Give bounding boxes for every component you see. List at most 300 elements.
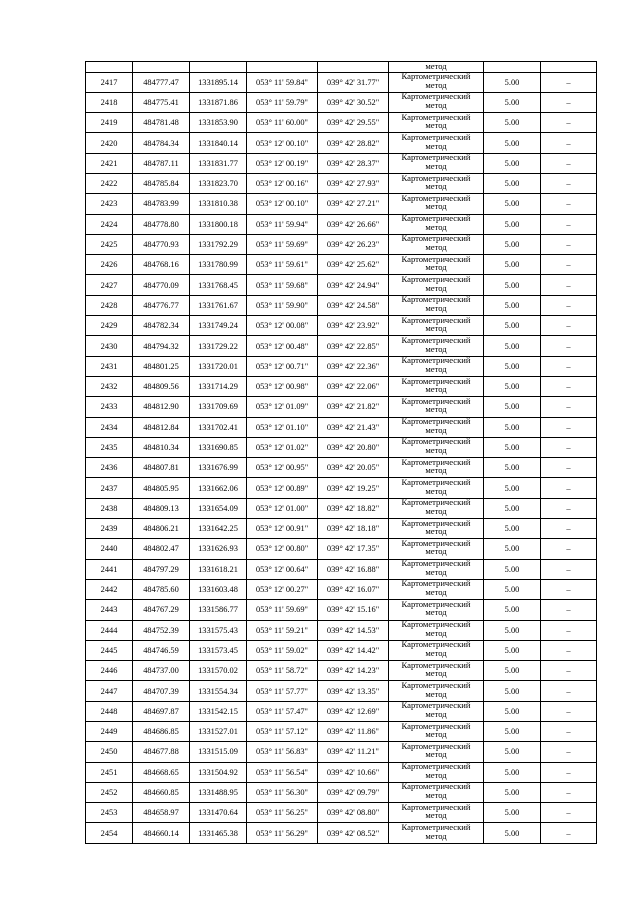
method-line-1: Картометрический (401, 762, 471, 772)
note-cell: – (541, 803, 597, 823)
header-cell (133, 62, 190, 73)
table-row (86, 376, 597, 396)
note-cell: – (541, 234, 597, 254)
x-coordinate-cell: 484794.32 (133, 336, 190, 356)
method-cell (389, 133, 484, 153)
note-cell: – (541, 823, 597, 843)
method-line-2: метод (425, 262, 447, 273)
method-line-2: метод (425, 79, 447, 90)
x-coordinate-cell: 484746.59 (133, 640, 190, 660)
method-line-1: Картометрический (401, 782, 471, 792)
y-coordinate-cell: 1331504.92 (190, 762, 247, 782)
point-number-cell: 2427 (86, 275, 133, 295)
accuracy-cell: 5.00 (484, 295, 541, 315)
longitude-cell: 039° 42' 22.06" (318, 376, 389, 396)
table-row (86, 275, 597, 295)
latitude-cell: 053° 12' 00.98" (247, 376, 318, 396)
point-number-cell: 2432 (86, 376, 133, 396)
note-cell: – (541, 194, 597, 214)
note-cell: – (541, 92, 597, 112)
method-line-1: Картометрический (401, 498, 471, 508)
longitude-cell: 039° 42' 21.43" (318, 417, 389, 437)
longitude-cell: 039° 42' 27.21" (318, 194, 389, 214)
method-line-1: Картометрический (401, 356, 471, 366)
method-cell (389, 458, 484, 478)
accuracy-cell: 5.00 (484, 336, 541, 356)
point-number-cell: 2445 (86, 640, 133, 660)
header-cell (190, 62, 247, 73)
accuracy-cell: 5.00 (484, 762, 541, 782)
longitude-cell: 039° 42' 10.66" (318, 762, 389, 782)
method-line-2: метод (425, 181, 447, 192)
x-coordinate-cell: 484809.13 (133, 498, 190, 518)
y-coordinate-cell: 1331690.85 (190, 437, 247, 457)
latitude-cell: 053° 11' 56.29" (247, 823, 318, 843)
latitude-cell: 053° 11' 59.94" (247, 214, 318, 234)
note-cell: – (541, 579, 597, 599)
table-row (86, 316, 597, 336)
y-coordinate-cell: 1331575.43 (190, 620, 247, 640)
method-line-1: Картометрический (401, 295, 471, 305)
point-number-cell: 2452 (86, 782, 133, 802)
method-line-2: метод (425, 140, 447, 151)
note-cell: – (541, 559, 597, 579)
table-row (86, 722, 597, 742)
longitude-cell: 039° 42' 28.82" (318, 133, 389, 153)
x-coordinate-cell: 484658.97 (133, 803, 190, 823)
y-coordinate-cell: 1331800.18 (190, 214, 247, 234)
method-cell (389, 397, 484, 417)
y-coordinate-cell: 1331871.86 (190, 92, 247, 112)
note-cell: – (541, 498, 597, 518)
method-line-1: Картометрический (401, 274, 471, 285)
method-line-1: Картометрический (401, 741, 471, 751)
method-line-1: Картометрический (401, 599, 471, 609)
y-coordinate-cell: 1331780.99 (190, 255, 247, 275)
point-number-cell: 2419 (86, 113, 133, 133)
accuracy-cell: 5.00 (484, 498, 541, 518)
method-line-1: Картометрический (401, 538, 471, 548)
table-row (86, 336, 597, 356)
method-line-1: Картометрический (401, 802, 471, 812)
note-cell: – (541, 519, 597, 539)
latitude-cell: 053° 12' 01.02" (247, 437, 318, 457)
latitude-cell: 053° 12' 00.64" (247, 559, 318, 579)
method-cell (389, 579, 484, 599)
table-row (86, 255, 597, 275)
accuracy-cell: 5.00 (484, 722, 541, 742)
x-coordinate-cell: 484775.41 (133, 92, 190, 112)
method-line-2: метод (425, 729, 447, 740)
method-cell (389, 417, 484, 437)
longitude-cell: 039° 42' 18.18" (318, 519, 389, 539)
point-number-cell: 2454 (86, 823, 133, 843)
note-cell: – (541, 214, 597, 234)
method-line-1: Картометрический (401, 680, 471, 690)
note-cell: – (541, 316, 597, 336)
method-cell (389, 681, 484, 701)
accuracy-cell: 5.00 (484, 133, 541, 153)
note-cell: – (541, 681, 597, 701)
point-number-cell: 2431 (86, 356, 133, 376)
note-cell: – (541, 397, 597, 417)
latitude-cell: 053° 11' 56.54" (247, 762, 318, 782)
x-coordinate-cell: 484776.77 (133, 295, 190, 315)
method-cell (389, 600, 484, 620)
method-cell (389, 478, 484, 498)
header-cell (86, 62, 133, 73)
longitude-cell: 039° 42' 13.35" (318, 681, 389, 701)
latitude-cell: 053° 11' 57.47" (247, 701, 318, 721)
x-coordinate-cell: 484768.16 (133, 255, 190, 275)
x-coordinate-cell: 484660.14 (133, 823, 190, 843)
method-line-2: метод (425, 363, 447, 374)
method-line-2: метод (425, 587, 447, 598)
method-line-2: метод (425, 343, 447, 354)
point-number-cell: 2451 (86, 762, 133, 782)
note-cell: – (541, 600, 597, 620)
table-row (86, 234, 597, 254)
latitude-cell: 053° 12' 01.10" (247, 417, 318, 437)
table-row (86, 681, 597, 701)
point-number-cell: 2446 (86, 661, 133, 681)
table-row (86, 519, 597, 539)
longitude-cell: 039° 42' 14.42" (318, 640, 389, 660)
table-row (86, 742, 597, 762)
accuracy-cell: 5.00 (484, 437, 541, 457)
coordinates-table (85, 61, 597, 844)
method-line-1: Картометрический (401, 660, 471, 670)
point-number-cell: 2423 (86, 194, 133, 214)
method-line-2: метод (425, 526, 447, 537)
table-row (86, 701, 597, 721)
method-line-1: Картометрический (401, 559, 471, 569)
method-line-2: метод (425, 546, 447, 557)
longitude-cell: 039° 42' 21.82" (318, 397, 389, 417)
note-cell: – (541, 762, 597, 782)
method-line-2: метод (425, 282, 447, 293)
latitude-cell: 053° 11' 59.21" (247, 620, 318, 640)
latitude-cell: 053° 12' 00.19" (247, 153, 318, 173)
x-coordinate-cell: 484785.60 (133, 579, 190, 599)
table-row (86, 133, 597, 153)
note-cell: – (541, 113, 597, 133)
point-number-cell: 2448 (86, 701, 133, 721)
x-coordinate-cell: 484783.99 (133, 194, 190, 214)
point-number-cell: 2439 (86, 519, 133, 539)
note-cell: – (541, 722, 597, 742)
longitude-cell: 039° 42' 12.69" (318, 701, 389, 721)
y-coordinate-cell: 1331662.06 (190, 478, 247, 498)
accuracy-cell: 5.00 (484, 742, 541, 762)
method-line-1: Картометрический (401, 457, 471, 467)
method-line-1: Картометрический (401, 822, 471, 833)
accuracy-cell: 5.00 (484, 113, 541, 133)
y-coordinate-cell: 1331676.99 (190, 458, 247, 478)
accuracy-cell: 5.00 (484, 620, 541, 640)
longitude-cell: 039° 42' 16.07" (318, 579, 389, 599)
latitude-cell: 053° 12' 00.48" (247, 336, 318, 356)
latitude-cell: 053° 11' 59.02" (247, 640, 318, 660)
longitude-cell: 039° 42' 27.93" (318, 173, 389, 193)
table-row (86, 661, 597, 681)
method-cell (389, 559, 484, 579)
longitude-cell: 039° 42' 22.85" (318, 336, 389, 356)
method-label: метод (425, 61, 447, 72)
accuracy-cell: 5.00 (484, 275, 541, 295)
point-number-cell: 2417 (86, 72, 133, 92)
method-line-1: Картометрический (401, 132, 471, 142)
x-coordinate-cell: 484809.56 (133, 376, 190, 396)
x-coordinate-cell: 484807.81 (133, 458, 190, 478)
method-cell (389, 336, 484, 356)
longitude-cell: 039° 42' 18.82" (318, 498, 389, 518)
note-cell: – (541, 133, 597, 153)
accuracy-cell: 5.00 (484, 579, 541, 599)
y-coordinate-cell: 1331823.70 (190, 173, 247, 193)
y-coordinate-cell: 1331515.09 (190, 742, 247, 762)
table-row (86, 559, 597, 579)
table-row (86, 295, 597, 315)
y-coordinate-cell: 1331465.38 (190, 823, 247, 843)
table-row (86, 194, 597, 214)
longitude-cell: 039° 42' 09.79" (318, 782, 389, 802)
latitude-cell: 053° 11' 56.25" (247, 803, 318, 823)
note-cell: – (541, 153, 597, 173)
table-body (86, 62, 597, 844)
latitude-cell: 053° 12' 00.71" (247, 356, 318, 376)
longitude-cell: 039° 42' 24.94" (318, 275, 389, 295)
table-row (86, 214, 597, 234)
note-cell: – (541, 701, 597, 721)
note-cell: – (541, 275, 597, 295)
x-coordinate-cell: 484787.11 (133, 153, 190, 173)
x-coordinate-cell: 484781.48 (133, 113, 190, 133)
table-row (86, 803, 597, 823)
accuracy-cell: 5.00 (484, 701, 541, 721)
method-cell (389, 661, 484, 681)
method-line-1: Картометрический (401, 214, 471, 224)
y-coordinate-cell: 1331768.45 (190, 275, 247, 295)
method-line-1: Картометрический (401, 477, 471, 487)
y-coordinate-cell: 1331586.77 (190, 600, 247, 620)
method-cell (389, 153, 484, 173)
x-coordinate-cell: 484805.95 (133, 478, 190, 498)
accuracy-cell: 5.00 (484, 519, 541, 539)
latitude-cell: 053° 12' 00.16" (247, 173, 318, 193)
y-coordinate-cell: 1331488.95 (190, 782, 247, 802)
x-coordinate-cell: 484801.25 (133, 356, 190, 376)
accuracy-cell: 5.00 (484, 559, 541, 579)
x-coordinate-cell: 484777.47 (133, 72, 190, 92)
table-row (86, 173, 597, 193)
latitude-cell: 053° 11' 59.84" (247, 72, 318, 92)
latitude-cell: 053° 11' 59.69" (247, 600, 318, 620)
longitude-cell: 039° 42' 20.05" (318, 458, 389, 478)
accuracy-cell: 5.00 (484, 600, 541, 620)
point-number-cell: 2437 (86, 478, 133, 498)
method-cell (389, 194, 484, 214)
accuracy-cell: 5.00 (484, 194, 541, 214)
y-coordinate-cell: 1331853.90 (190, 113, 247, 133)
accuracy-cell: 5.00 (484, 458, 541, 478)
accuracy-cell: 5.00 (484, 478, 541, 498)
method-line-2: метод (425, 160, 447, 171)
accuracy-cell: 5.00 (484, 681, 541, 701)
x-coordinate-cell: 484770.93 (133, 234, 190, 254)
method-line-2: метод (425, 404, 447, 415)
method-cell (389, 701, 484, 721)
note-cell: – (541, 437, 597, 457)
latitude-cell: 053° 11' 59.68" (247, 275, 318, 295)
latitude-cell: 053° 11' 57.77" (247, 681, 318, 701)
point-number-cell: 2428 (86, 295, 133, 315)
accuracy-cell: 5.00 (484, 214, 541, 234)
note-cell: – (541, 640, 597, 660)
method-cell (389, 72, 484, 92)
latitude-cell: 053° 11' 56.83" (247, 742, 318, 762)
method-line-2: метод (425, 810, 447, 821)
x-coordinate-cell: 484812.84 (133, 417, 190, 437)
longitude-cell: 039° 42' 11.86" (318, 722, 389, 742)
method-line-2: метод (425, 749, 447, 760)
y-coordinate-cell: 1331749.24 (190, 316, 247, 336)
method-line-2: метод (425, 790, 447, 801)
method-line-2: метод (425, 566, 447, 577)
accuracy-cell: 5.00 (484, 803, 541, 823)
table-row (86, 600, 597, 620)
x-coordinate-cell: 484737.00 (133, 661, 190, 681)
x-coordinate-cell: 484778.80 (133, 214, 190, 234)
method-cell (389, 823, 484, 843)
y-coordinate-cell: 1331654.09 (190, 498, 247, 518)
method-line-1: Картометрический (401, 376, 471, 386)
latitude-cell: 053° 11' 59.79" (247, 92, 318, 112)
longitude-cell: 039° 42' 19.25" (318, 478, 389, 498)
point-number-cell: 2449 (86, 722, 133, 742)
y-coordinate-cell: 1331729.22 (190, 336, 247, 356)
method-line-2: метод (425, 465, 447, 476)
point-number-cell: 2436 (86, 458, 133, 478)
note-cell: – (541, 336, 597, 356)
latitude-cell: 053° 12' 00.80" (247, 539, 318, 559)
method-cell (389, 173, 484, 193)
y-coordinate-cell: 1331895.14 (190, 72, 247, 92)
longitude-cell: 039° 42' 31.77" (318, 72, 389, 92)
method-line-1: Картометрический (401, 92, 471, 102)
point-number-cell: 2425 (86, 234, 133, 254)
method-line-2: метод (425, 769, 447, 780)
latitude-cell: 053° 12' 00.95" (247, 458, 318, 478)
accuracy-cell: 5.00 (484, 173, 541, 193)
y-coordinate-cell: 1331720.01 (190, 356, 247, 376)
point-number-cell: 2429 (86, 316, 133, 336)
x-coordinate-cell: 484752.39 (133, 620, 190, 640)
accuracy-cell: 5.00 (484, 255, 541, 275)
method-line-2: метод (425, 688, 447, 699)
method-line-1: Картометрический (401, 315, 471, 325)
table-row (86, 498, 597, 518)
method-cell (389, 376, 484, 396)
method-line-1: Картометрический (401, 254, 471, 264)
method-cell (389, 214, 484, 234)
y-coordinate-cell: 1331626.93 (190, 539, 247, 559)
point-number-cell: 2430 (86, 336, 133, 356)
method-line-1: Картометрический (401, 112, 471, 122)
accuracy-cell: 5.00 (484, 640, 541, 660)
accuracy-cell: 5.00 (484, 72, 541, 92)
accuracy-cell: 5.00 (484, 823, 541, 843)
header-cell (541, 62, 597, 73)
latitude-cell: 053° 11' 59.61" (247, 255, 318, 275)
latitude-cell: 053° 12' 00.89" (247, 478, 318, 498)
method-line-1: Картометрический (401, 579, 471, 589)
note-cell: – (541, 539, 597, 559)
point-number-cell: 2443 (86, 600, 133, 620)
accuracy-cell: 5.00 (484, 92, 541, 112)
y-coordinate-cell: 1331810.38 (190, 194, 247, 214)
note-cell: – (541, 255, 597, 275)
method-cell (389, 437, 484, 457)
method-line-2: метод (425, 708, 447, 719)
y-coordinate-cell: 1331573.45 (190, 640, 247, 660)
point-number-cell: 2447 (86, 681, 133, 701)
method-line-2: метод (425, 221, 447, 232)
method-cell (389, 782, 484, 802)
latitude-cell: 053° 11' 60.00" (247, 113, 318, 133)
latitude-cell: 053° 11' 58.72" (247, 661, 318, 681)
table-row (86, 640, 597, 660)
accuracy-cell: 5.00 (484, 782, 541, 802)
longitude-cell: 039° 42' 28.37" (318, 153, 389, 173)
latitude-cell: 053° 12' 00.91" (247, 519, 318, 539)
longitude-cell: 039° 42' 14.23" (318, 661, 389, 681)
longitude-cell: 039° 42' 22.36" (318, 356, 389, 376)
accuracy-cell: 5.00 (484, 153, 541, 173)
note-cell: – (541, 417, 597, 437)
method-line-2: метод (425, 830, 447, 841)
table-row (86, 113, 597, 133)
y-coordinate-cell: 1331831.77 (190, 153, 247, 173)
accuracy-cell: 5.00 (484, 539, 541, 559)
point-number-cell: 2442 (86, 579, 133, 599)
method-cell (389, 295, 484, 315)
note-cell: – (541, 782, 597, 802)
point-number-cell: 2421 (86, 153, 133, 173)
table-row (86, 92, 597, 112)
latitude-cell: 053° 12' 00.27" (247, 579, 318, 599)
table-row (86, 356, 597, 376)
longitude-cell: 039° 42' 14.53" (318, 620, 389, 640)
x-coordinate-cell: 484784.34 (133, 133, 190, 153)
latitude-cell: 053° 11' 57.12" (247, 722, 318, 742)
method-line-2: метод (425, 627, 447, 638)
method-line-1: Картометрический (401, 417, 471, 427)
method-line-1: Картометрический (401, 640, 471, 650)
accuracy-cell: 5.00 (484, 397, 541, 417)
accuracy-cell: 5.00 (484, 234, 541, 254)
latitude-cell: 053° 12' 00.10" (247, 194, 318, 214)
y-coordinate-cell: 1331840.14 (190, 133, 247, 153)
method-line-2: метод (425, 302, 447, 313)
point-number-cell: 2420 (86, 133, 133, 153)
table-row (86, 397, 597, 417)
note-cell: – (541, 173, 597, 193)
method-line-2: метод (425, 99, 447, 110)
point-number-cell: 2438 (86, 498, 133, 518)
method-line-2: метод (425, 424, 447, 435)
method-cell (389, 113, 484, 133)
